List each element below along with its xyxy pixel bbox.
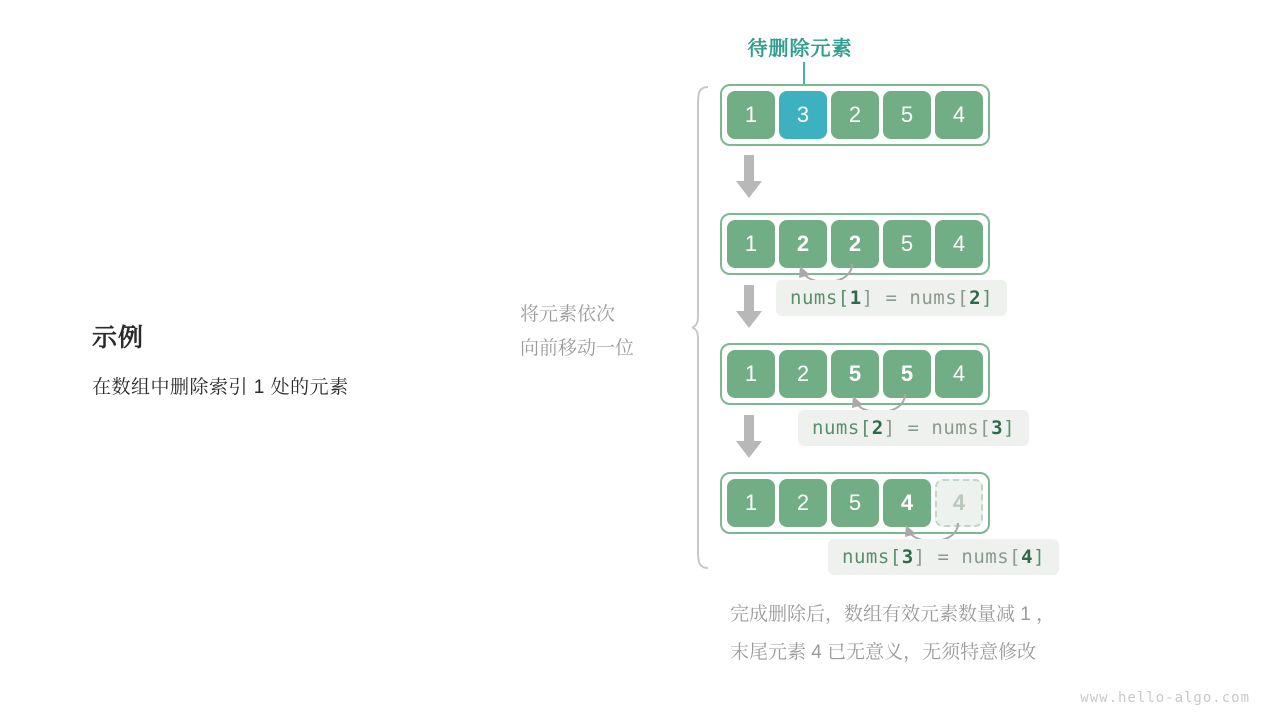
array-cell: 5 bbox=[831, 350, 879, 398]
array-cell: 4 bbox=[935, 91, 983, 139]
bottom-note bbox=[730, 596, 1250, 672]
down-arrow-icon bbox=[735, 155, 763, 199]
down-arrow-icon bbox=[735, 415, 763, 459]
code-label-1 bbox=[776, 280, 1007, 316]
array-cell-obsolete: 4 bbox=[935, 479, 983, 527]
code-prefix: nums[ bbox=[790, 287, 850, 309]
array-cell: 1 bbox=[727, 91, 775, 139]
shift-caption bbox=[520, 298, 685, 366]
code-index-i: 2 bbox=[871, 417, 884, 439]
array-cell: 1 bbox=[727, 350, 775, 398]
array-cell: 4 bbox=[935, 220, 983, 268]
delete-target-label: 待删除元素 bbox=[747, 38, 853, 60]
array-cell: 5 bbox=[883, 350, 931, 398]
array-cell: 5 bbox=[831, 479, 879, 527]
array-cell: 2 bbox=[831, 220, 879, 268]
shift-caption-line1: 将元素依次 bbox=[520, 304, 616, 325]
code-label-3 bbox=[828, 539, 1059, 575]
code-mid: ] = nums[ bbox=[861, 287, 970, 309]
array-cell: 2 bbox=[831, 91, 879, 139]
code-index-j: 3 bbox=[991, 417, 1004, 439]
array-cell: 5 bbox=[883, 91, 931, 139]
code-index-i: 3 bbox=[901, 546, 914, 568]
example-subtitle: 在数组中删除索引 1 处的元素 bbox=[92, 377, 349, 398]
delete-target-pointer-icon bbox=[803, 62, 805, 84]
watermark: www.hello-algo.com bbox=[1080, 690, 1250, 706]
array-cell: 4 bbox=[935, 350, 983, 398]
example-title: 示例 bbox=[92, 324, 145, 352]
array-cell: 2 bbox=[779, 479, 827, 527]
code-index-j: 4 bbox=[1021, 546, 1034, 568]
array-cell: 4 bbox=[883, 479, 931, 527]
code-suffix: ] bbox=[981, 287, 994, 309]
code-mid: ] = nums[ bbox=[913, 546, 1022, 568]
code-prefix: nums[ bbox=[842, 546, 902, 568]
bottom-note-line2: 末尾元素 4 已无意义，无须特意修改 bbox=[730, 642, 1037, 663]
bottom-note-line1: 完成删除后，数组有效元素数量减 1 ， bbox=[730, 604, 1056, 625]
shift-caption-line2: 向前移动一位 bbox=[520, 338, 635, 359]
example-description bbox=[92, 318, 512, 399]
code-mid: ] = nums[ bbox=[883, 417, 992, 439]
code-label-2 bbox=[798, 410, 1029, 446]
code-index-j: 2 bbox=[969, 287, 982, 309]
array-cell: 1 bbox=[727, 220, 775, 268]
array-cell: 5 bbox=[883, 220, 931, 268]
code-suffix: ] bbox=[1033, 546, 1046, 568]
array-cell: 3 bbox=[779, 91, 827, 139]
array-cell: 1 bbox=[727, 479, 775, 527]
down-arrow-icon bbox=[735, 285, 763, 329]
array-cell: 2 bbox=[779, 220, 827, 268]
array-cell: 2 bbox=[779, 350, 827, 398]
code-suffix: ] bbox=[1003, 417, 1016, 439]
grouping-bracket bbox=[690, 85, 710, 570]
code-prefix: nums[ bbox=[812, 417, 872, 439]
initial-array bbox=[720, 84, 990, 146]
code-index-i: 1 bbox=[849, 287, 862, 309]
